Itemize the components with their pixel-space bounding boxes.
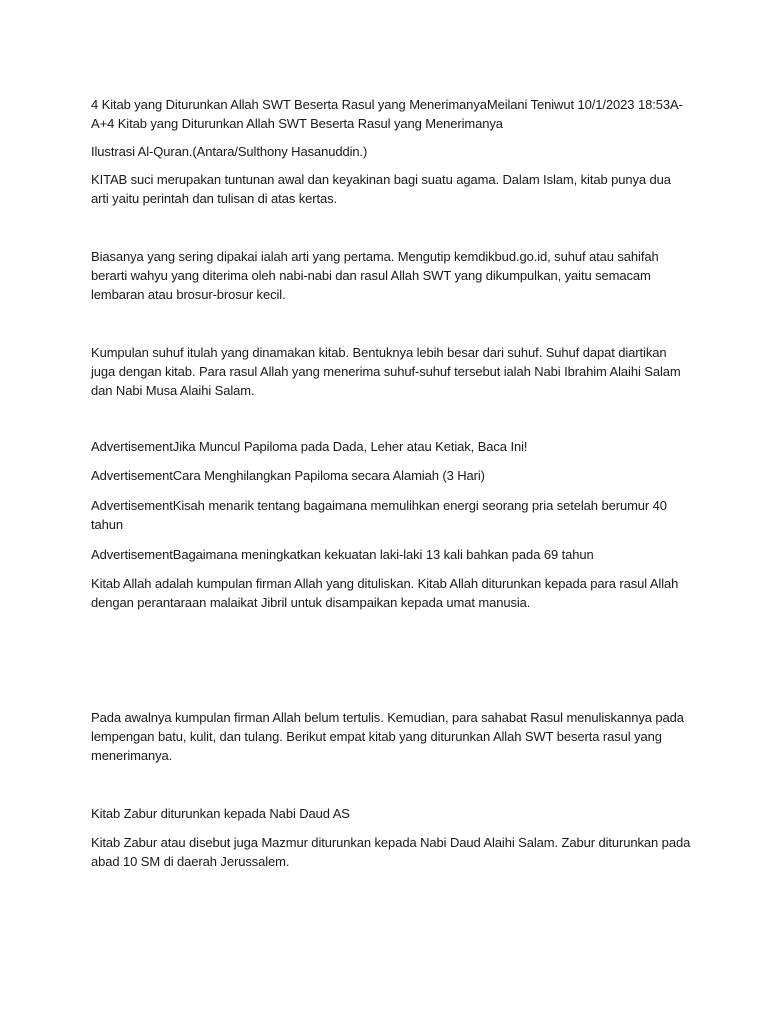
advertisement-line-2: AdvertisementCara Menghilangkan Papiloma secara Alamiah (3 Hari) xyxy=(91,468,485,483)
advertisement-line-4: AdvertisementBagaimana meningkatkan kekuatan laki-laki 13 kali bahkan pada 69 tahun xyxy=(91,547,594,562)
suhuf-collection-paragraph: Kumpulan suhuf itulah yang dinamakan kitab. Bentuknya lebih besar dari suhuf. Suhuf dapat diartikan juga dengan kitab. Para rasul Allah yang menerima suhuf-suhuf tersebut ialah Nabi Ibrahim Alaihi Salam dan Nabi Musa Alaihi Salam. xyxy=(91,345,681,398)
zabur-heading: Kitab Zabur diturunkan kepada Nabi Daud AS xyxy=(91,806,350,821)
advertisement-line-3: AdvertisementKisah menarik tentang bagaimana memulihkan energi seorang pria setelah berumur 40 tahun xyxy=(91,498,667,532)
suhuf-definition-paragraph: Biasanya yang sering dipakai ialah arti yang pertama. Mengutip kemdikbud.go.id, suhuf atau sahifah berarti wahyu yang diterima oleh nabi-nabi dan rasul Allah SWT yang dikumpulkan, yaitu semacam lembaran atau brosur-brosur kecil. xyxy=(91,249,659,302)
article-header-paragraph: 4 Kitab yang Diturunkan Allah SWT Beserta Rasul yang MenerimanyaMeilani Teniwut 10/1/2023 18:53A-A+4 Kitab yang Diturunkan Allah SWT Beserta Rasul yang Menerimanya xyxy=(91,97,683,131)
image-caption-paragraph: Ilustrasi Al-Quran.(Antara/Sulthony Hasanuddin.) xyxy=(91,144,368,159)
kitab-allah-paragraph: Kitab Allah adalah kumpulan firman Allah yang dituliskan. Kitab Allah diturunkan kepada para rasul Allah dengan perantaraan malaikat Jibril untuk disampaikan kepada umat manusia. xyxy=(91,576,679,610)
zabur-paragraph: Kitab Zabur atau disebut juga Mazmur diturunkan kepada Nabi Daud Alaihi Salam. Zabur diturunkan pada abad 10 SM di daerah Jerussalem. xyxy=(91,835,691,869)
advertisement-line-1: AdvertisementJika Muncul Papiloma pada Dada, Leher atau Ketiak, Baca Ini! xyxy=(91,439,528,454)
intro-paragraph: KITAB suci merupakan tuntunan awal dan keyakinan bagi suatu agama. Dalam Islam, kitab punya dua arti yaitu perintah dan tulisan di atas kertas. xyxy=(91,172,671,206)
firman-written-paragraph: Pada awalnya kumpulan firman Allah belum tertulis. Kemudian, para sahabat Rasul menuliskannya pada lempengan batu, kulit, dan tulang. Berikut empat kitab yang diturunkan Allah SWT beserta rasul yang menerimanya. xyxy=(91,710,684,763)
